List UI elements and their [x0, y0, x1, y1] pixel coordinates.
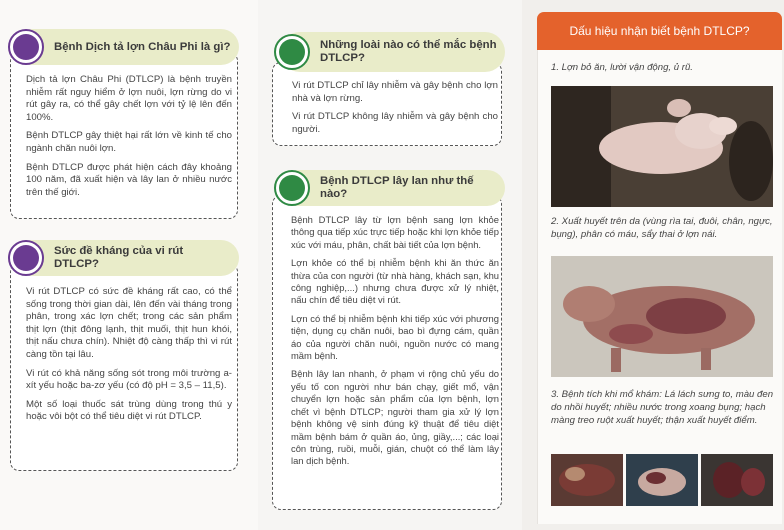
sick-pig-photo: [551, 86, 773, 207]
virus-icon: [8, 29, 44, 65]
section3-para1: Vi rút DTLCP chỉ lây nhiễm và gây bệnh cho lợn nhà và lợn rừng.: [292, 80, 498, 104]
section4-title: Bệnh DTLCP lây lan như thế nào?: [320, 175, 474, 200]
section2-para1: Vi rút DTLCP có sức đề kháng rất cao, có thể sống trong thời gian dài, lên đến vài tháng trong phân, trong xác lợn chết; trong các sản phẩm thịt lợn (thịt đông lạnh, thịt muối, thịt hun khói, thịt nấu chưa chín). Nhiệt độ càng thấp thì vi rút càng tồn tại lâu.: [26, 286, 232, 360]
section2-para3: Một số loại thuốc sát trùng dùng trong thú y hoặc vôi bột có thể tiêu diệt vi rút DTLCP.: [26, 398, 232, 423]
organ-photo-2: [626, 454, 698, 506]
germs-spread-icon: [274, 170, 310, 206]
section3-para2: Vi rút DTLCP không lây nhiễm và gây bệnh cho người.: [292, 111, 498, 135]
germs-icon: [274, 34, 310, 70]
sign1-caption: 1. Lợn bỏ ăn, lười vận động, ủ rũ.: [551, 62, 693, 73]
section1-para1: Dịch tả lợn Châu Phi (DTLCP) là bệnh truyền nhiễm rất nguy hiểm ở lợn nuôi, lợn rừng do vi rút gây ra, có thể gây chết lợn với tỷ lệ lên đến 100%.: [26, 74, 232, 123]
section1-title: Bệnh Dịch tả lợn Châu Phi là gì?: [54, 40, 231, 53]
section4-para4: Bệnh lây lan nhanh, ở phạm vi rộng chủ yếu do yếu tố con người như bán chạy, giết mổ, vận chuyển lợn hoặc sản phẩm của lợn bệnh, lợn chết vì bệnh DTLCP; người tham gia xử lý lợn bệnh không vệ sinh đúng kỹ thuật để tiêu diệt mầm bệnh bám ở quần áo, ủng, giầy,...; các loại côn trùng, ruồi, muỗi, gián, chuột có thể làm lây lan dịch bệnh.: [291, 368, 499, 467]
section2-text: [26, 286, 232, 430]
sign2-caption: 2. Xuất huyết trên da (vùng rìa tai, đuôi, chân, ngực, bụng), phân có máu, sẩy thai ở lợn nái.: [551, 216, 773, 240]
section4-header: [280, 170, 505, 206]
sick-pig-illustration: [551, 86, 773, 207]
organ-illustration-3: [701, 454, 773, 506]
section4-para1: Bệnh DTLCP lây từ lợn bệnh sang lợn khỏe thông qua tiếp xúc trực tiếp hoặc khi lợn khỏe tiếp xúc với máu, phân, chất bài tiết của lợn bệnh.: [291, 214, 499, 250]
section2-para2: Vi rút có khả năng sống sót trong môi trường a-xít yếu hoặc ba-zơ yếu (có độ pH = 3,5 – 11,5).: [26, 367, 232, 392]
hemorrhage-pig-photo: [551, 256, 773, 377]
section3-title: Những loài nào có thể mắc bệnh DTLCP?: [320, 39, 497, 64]
section1-text: [26, 74, 232, 205]
section2-header: [14, 240, 239, 276]
section3-text: [292, 80, 498, 142]
organ-photo-1: [551, 454, 623, 506]
organ-illustration-2: [626, 454, 698, 506]
signs-title: Dấu hiệu nhận biết bệnh DTLCP?: [537, 12, 782, 50]
section4-text: [291, 214, 499, 474]
section1-header: [14, 29, 239, 65]
hemorrhage-pig-illustration: [551, 256, 773, 377]
section4-para3: Lợn có thể bị nhiễm bệnh khi tiếp xúc với phương tiện, dụng cụ chăn nuôi, bao bì đựng cám, quần áo của người chăn nuôi, nguồn nước có mang mầm bệnh.: [291, 312, 499, 362]
shield-virus-icon: [8, 240, 44, 276]
section1-para2: Bệnh DTLCP gây thiệt hại rất lớn về kinh tế cho ngành chăn nuôi lợn.: [26, 130, 232, 154]
section4-para2: Lợn khỏe có thể bị nhiễm bệnh khi ăn thức ăn thừa của con người (từ nhà hàng, khách sạn, khu công nghiệp,...) nhưng chưa được xử lý nhiệt, nấu chín để tiêu diệt vi rút.: [291, 257, 499, 306]
organ-photo-3: [701, 454, 773, 506]
organ-illustration-1: [551, 454, 623, 506]
sign3-caption: 3. Bệnh tích khi mổ khám: Lá lách sưng to, màu đen do nhồi huyết; nhiều nước trong xoang bụng; hạch màng treo ruột xuất huyết; thận xuất huyết điểm.: [551, 389, 774, 426]
section2-title: Sức đề kháng của vi rút DTLCP?: [54, 245, 184, 270]
section3-header: [280, 32, 505, 72]
section1-para3: Bệnh DTLCP được phát hiện cách đây khoảng 100 năm, đã xuất hiện và lây lan ở nhiều nước trên thế giới.: [26, 161, 232, 198]
